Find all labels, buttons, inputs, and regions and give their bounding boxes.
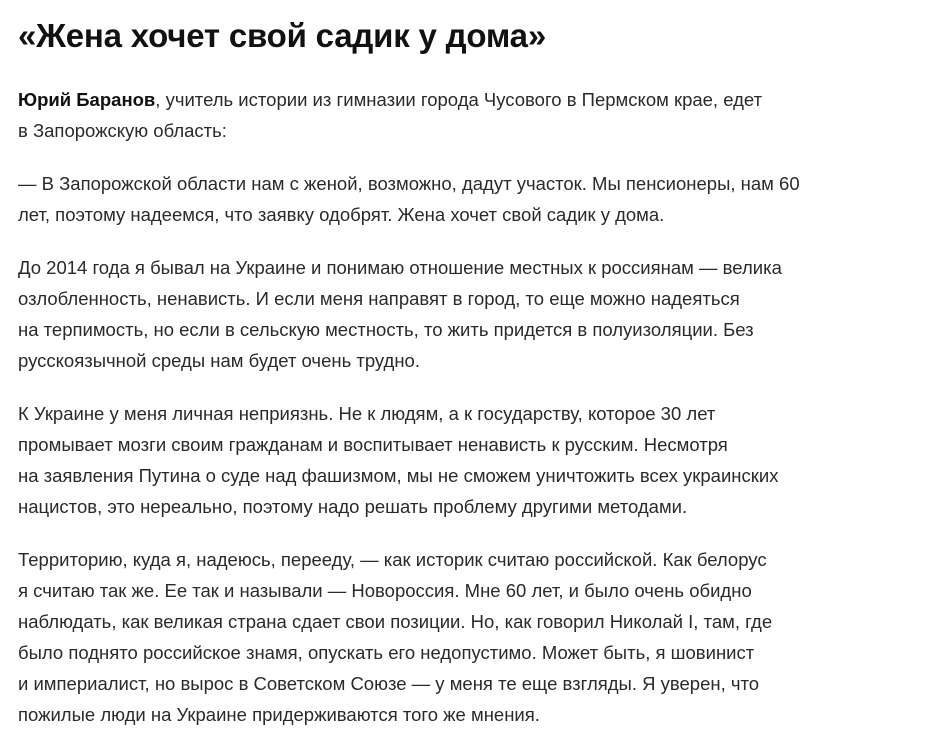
paragraph-line: лет, поэтому надеемся, что заявку одобрят. Жена хочет свой садик у дома. — [18, 204, 665, 225]
paragraph-line: наблюдать, как великая страна сдает свои позиции. Но, как говорил Николай I, там, где — [18, 611, 773, 632]
paragraph-line: нацистов, это нереально, поэтому надо решать проблему другими методами. — [18, 496, 688, 517]
author-name: Юрий Баранов — [18, 89, 156, 110]
paragraph-line: и империалист, но вырос в Советском Союзе — у меня те еще взгляды. Я уверен, что — [18, 673, 760, 694]
article-title: «Жена хочет свой садик у дома» — [18, 17, 546, 54]
quote-paragraph-2 — [18, 252, 923, 376]
paragraph-line: на заявления Путина о суде над фашизмом, мы не сможем уничтожить всех украинских — [18, 465, 779, 486]
paragraph-line: на терпимость, но если в сельскую местность, то жить придется в полуизоляции. Без — [18, 319, 754, 340]
paragraph-line: К Украине у меня личная неприязнь. Не к людям, а к государству, которое 30 лет — [18, 403, 716, 424]
quote-paragraph-1 — [18, 168, 923, 230]
article — [18, 14, 923, 752]
intro-line-1-text: , учитель истории из гимназии города Чусового в Пермском крае, едет — [155, 89, 763, 110]
intro-line-1 — [18, 84, 923, 115]
paragraph-line: пожилые люди на Украине придерживаются того же мнения. — [18, 704, 540, 725]
intro-line-2: в Запорожскую область: — [18, 120, 227, 141]
quote-paragraph-3 — [18, 398, 923, 522]
paragraph-line: я считаю так же. Ее так и называли — Новороссия. Мне 60 лет, и было очень обидно — [18, 580, 752, 601]
paragraph-line: — В Запорожской области нам с женой, возможно, дадут участок. Мы пенсионеры, нам 60 — [18, 173, 800, 194]
paragraph-line: озлобленность, ненависть. И если меня направят в город, то еще можно надеяться — [18, 288, 740, 309]
paragraph-line: До 2014 года я бывал на Украине и понимаю отношение местных к россиянам — велика — [18, 257, 782, 278]
paragraph-line: промывает мозги своим гражданам и воспитывает ненависть к русским. Несмотря — [18, 434, 728, 455]
quote-paragraph-4 — [18, 544, 923, 730]
paragraph-line: было поднято российское знамя, опускать его недопустимо. Может быть, я шовинист — [18, 642, 755, 663]
paragraph-line: русскоязычной среды нам будет очень трудно. — [18, 350, 420, 371]
intro-paragraph — [18, 84, 923, 146]
paragraph-line: Территорию, куда я, надеюсь, перееду, — как историк считаю российской. Как белорус — [18, 549, 767, 570]
